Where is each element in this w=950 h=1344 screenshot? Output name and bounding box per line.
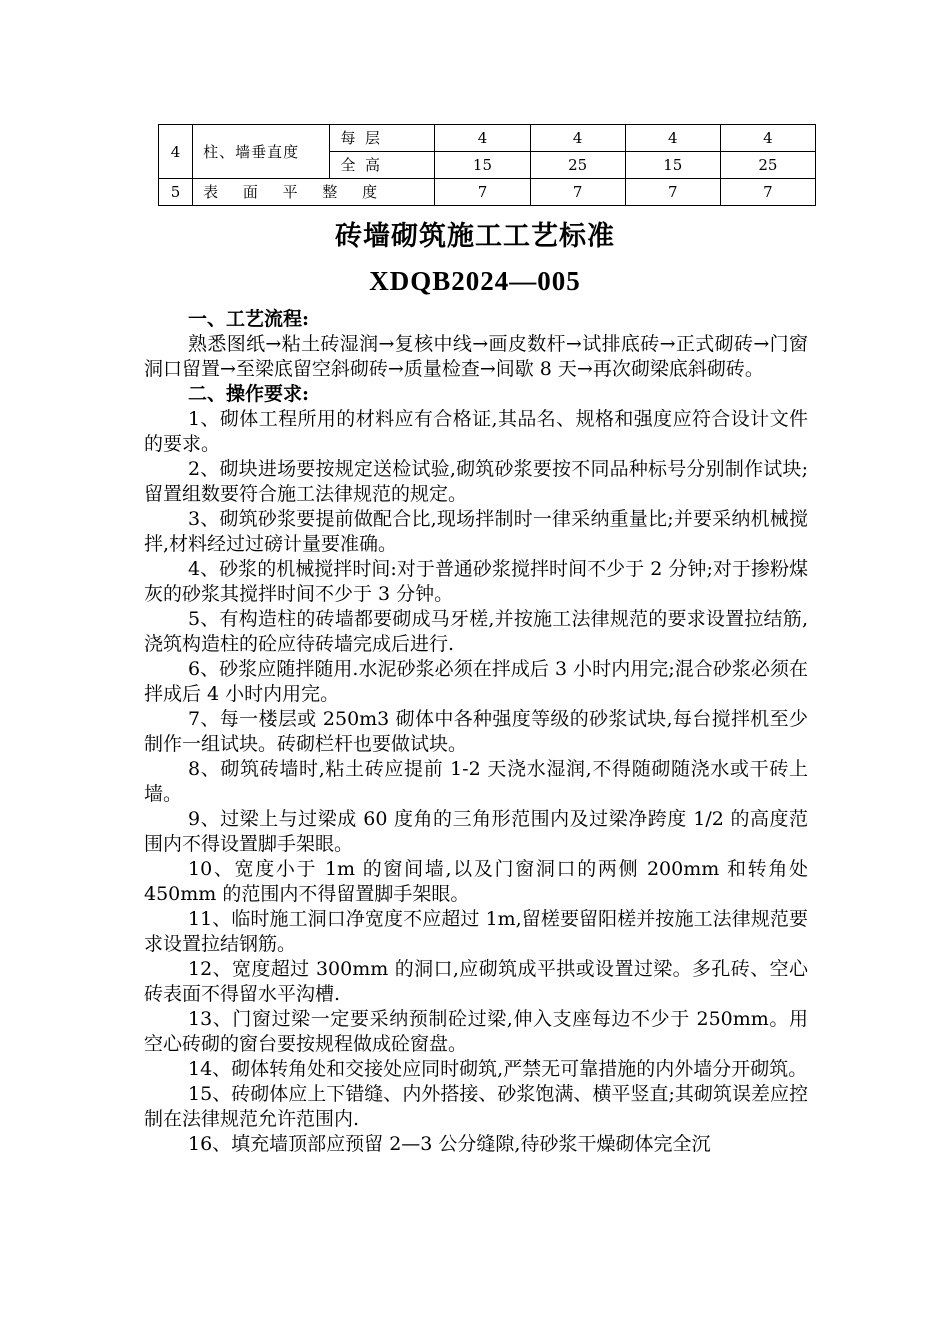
paragraph: 3、砌筑砂浆要提前做配合比,现场拌制时一律采纳重量比;并要采纳机械搅拌,材料经过过磅计量要准确。 (144, 508, 808, 555)
paragraph: 11、临时施工洞口净宽度不应超过 1m,留槎要留阳槎并按施工法律规范要求设置拉结钢筋。 (144, 908, 808, 955)
paragraph: 熟悉图纸→粘土砖湿润→复核中线→画皮数杆→试排底砖→正式砌砖→门窗洞口留置→至梁底留空斜砌砖→质量检查→间歇 8 天→再次砌梁底斜砌砖。 (144, 333, 808, 380)
table-cell: 4 (530, 125, 625, 152)
paragraph: 4、砂浆的机械搅拌时间:对于普通砂浆搅拌时间不少于 2 分钟;对于掺粉煤灰的砂浆其搅拌时间不少于 3 分钟。 (144, 558, 808, 605)
document-title: 砖墙砌筑施工工艺标准 (335, 221, 615, 252)
table-cell: 25 (720, 152, 815, 179)
section-heading: 一、工艺流程: (188, 308, 310, 330)
paragraph: 15、砖砌体应上下错缝、内外搭接、砂浆饱满、横平竖直;其砌筑误差应控制在法律规范允许范围内. (144, 1083, 808, 1130)
paragraph: 10、宽度小于 1m 的窗间墙,以及门窗洞口的两侧 200mm 和转角处 450mm 的范围内不得留置脚手架眼。 (144, 858, 808, 905)
row-sub-item: 全 高 (330, 152, 435, 179)
document-body (144, 307, 808, 1157)
section-heading: 二、操作要求: (188, 383, 310, 405)
row-item: 柱、墙垂直度 (193, 125, 330, 179)
table-cell: 4 (625, 125, 720, 152)
table-cell: 7 (530, 179, 625, 206)
row-index: 5 (159, 179, 193, 206)
paragraph: 14、砌体转角处和交接处应同时砌筑,严禁无可靠措施的内外墙分开砌筑。 (188, 1058, 808, 1080)
table-row (159, 125, 816, 152)
row-index: 4 (159, 125, 193, 179)
paragraph: 12、宽度超过 300mm 的洞口,应砌筑成平拱或设置过梁。多孔砖、空心砖表面不得留水平沟槽. (144, 958, 808, 1005)
row-sub-item: 每 层 (330, 125, 435, 152)
table-cell: 25 (530, 152, 625, 179)
table-cell: 4 (720, 125, 815, 152)
table-cell: 15 (625, 152, 720, 179)
paragraph: 2、砌块进场要按规定送检试验,砌筑砂浆要按不同品种标号分别制作试块;留置组数要符合施工法律规范的规定。 (144, 458, 808, 505)
paragraph: 1、砌体工程所用的材料应有合格证,其品名、规格和强度应符合设计文件的要求。 (144, 408, 808, 455)
paragraph: 8、砌筑砖墙时,粘土砖应提前 1-2 天浇水湿润,不得随砌随浇水或干砖上墙。 (144, 758, 808, 805)
paragraph: 7、每一楼层或 250m3 砌体中各种强度等级的砂浆试块,每台搅拌机至少制作一组试块。砖砌栏杆也要做试块。 (144, 708, 808, 755)
table-cell: 7 (625, 179, 720, 206)
paragraph: 9、过梁上与过梁成 60 度角的三角形范围内及过梁净跨度 1/2 的高度范围内不得设置脚手架眼。 (144, 808, 808, 855)
table-cell: 7 (435, 179, 530, 206)
table-row (159, 179, 816, 206)
table-cell: 4 (435, 125, 530, 152)
paragraph: 13、门窗过梁一定要采纳预制砼过梁,伸入支座每边不少于 250mm。用空心砖砌的窗台要按规程做成砼窗盘。 (144, 1008, 808, 1055)
paragraph: 5、有构造柱的砖墙都要砌成马牙槎,并按施工法律规范的要求设置拉结筋,浇筑构造柱的砼应待砖墙完成后进行. (144, 608, 808, 655)
paragraph: 6、砂浆应随拌随用.水泥砂浆必须在拌成后 3 小时内用完;混合砂浆必须在拌成后 4 小时内用完。 (144, 658, 808, 705)
tolerance-table (158, 124, 816, 206)
table-cell: 15 (435, 152, 530, 179)
row-item: 表 面 平 整 度 (193, 179, 435, 206)
paragraph: 16、填充墙顶部应预留 2—3 公分缝隙,待砂浆干燥砌体完全沉 (188, 1133, 711, 1155)
document-code: XDQB2024—005 (369, 266, 581, 296)
table-cell: 7 (720, 179, 815, 206)
